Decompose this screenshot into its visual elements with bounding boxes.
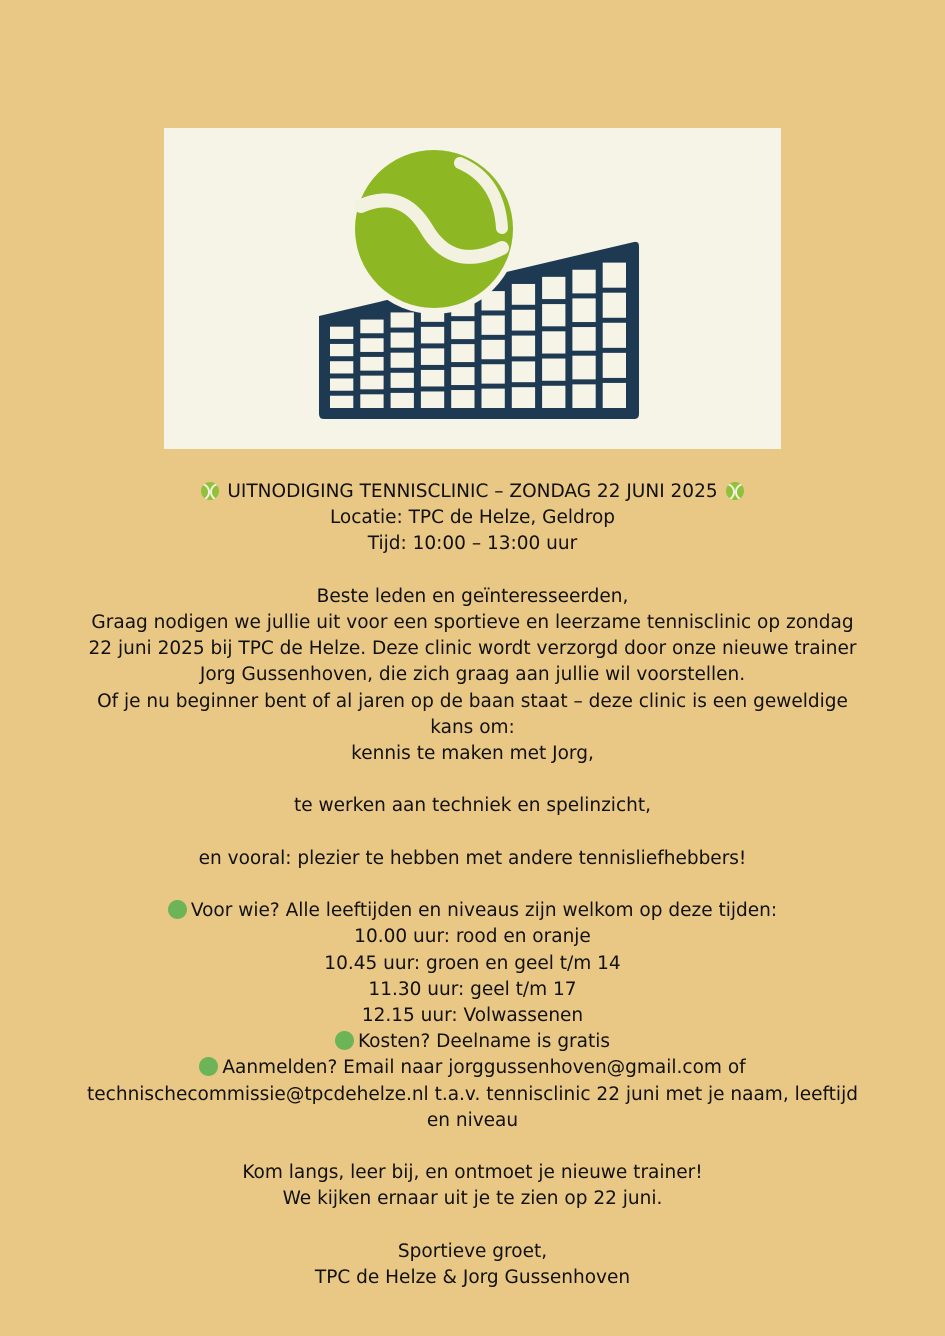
net-hole [421,327,444,344]
net-hole [542,304,565,326]
net-hole [451,321,474,339]
net-hole [512,387,535,408]
green-circle-icon [335,1031,354,1050]
net-hole [330,327,353,339]
time-line: Tijd: 10:00 – 13:00 uur [367,533,578,555]
intro-paragraph-2: Of je nu beginner bent of al jaren op de baan staat – deze clinic is een geweldige kans om: [97,690,848,738]
net-hole [603,293,626,318]
net-hole [482,364,505,383]
title-text: UITNODIGING TENNISCLINIC – ZONDAG 22 JUNI 2025 [227,481,718,502]
who-line [80,898,865,924]
net-hole [451,344,474,362]
net-hole [391,353,414,368]
net-hole [512,361,535,382]
net-hole [572,384,595,408]
net-hole [360,357,383,371]
net-hole [603,323,626,348]
net-hole [512,336,535,357]
net-hole [360,338,383,352]
signature: TPC de Helze & Jorg Gussenhoven [314,1267,631,1288]
schedule-item: 10.00 uur: rood en oranje [354,926,591,948]
net-hole [603,263,626,288]
net-hole [482,340,505,359]
net-hole [330,378,353,390]
schedule-item: 11.30 uur: geel t/m 17 [368,978,577,1000]
cost-line [80,1029,865,1055]
net-hole [391,393,414,408]
closing-line: Kom langs, leer bij, en ontmoet je nieuwe trainer! [242,1162,703,1184]
net-hole [542,359,565,381]
who-text: Voor wie? Alle leeftijden en niveaus zijn welkom op deze tijden: [190,900,778,922]
net-hole [330,361,353,373]
intro-paragraph: Graag nodigen we jullie uit voor een sportieve en leerzame tennisclinic op zondag 22 juni 2025 bij TPC de Helze. Deze clinic wordt verzorgd door onze nieuwe trainer Jorg Gussenhoven, die zich graag aan jullie wil voorstellen. [88,612,857,686]
point-item: kennis te maken met Jorg, [351,743,594,765]
schedule-item: 10.45 uur: groen en geel t/m 14 [324,952,621,974]
net-hole [360,320,383,334]
net-hole [542,277,565,299]
net-hole [512,284,535,305]
net-hole [572,327,595,351]
net-hole [512,310,535,331]
net-hole [572,270,595,294]
net-hole [391,333,414,348]
tennis-ball-icon [201,482,219,500]
net-hole [451,390,474,408]
net-hole [572,298,595,322]
net-hole [542,386,565,408]
tennis-ball-icon [350,146,518,314]
point-item: en vooral: plezier te hebben met andere tennisliefhebbers! [198,847,747,869]
net-hole [330,396,353,408]
signup-text: Aanmelden? Email naar jorggussenhoven@gmail.com of [222,1057,746,1079]
signup-line [80,1055,865,1081]
tennis-ball-icon [726,482,744,500]
hero-image [164,128,781,449]
green-circle-icon [168,900,187,919]
net-hole [451,367,474,385]
tennis-illustration [164,128,781,449]
net-hole [391,312,414,327]
greeting: Beste leden en geïnteresseerden, [316,585,629,607]
net-hole [542,331,565,353]
net-hole [421,391,444,408]
net-hole [482,389,505,408]
net-hole [482,315,505,334]
net-hole [603,353,626,378]
net-hole [360,394,383,408]
net-hole [360,376,383,390]
sign-off: Sportieve groet, [397,1240,548,1262]
location-line: Locatie: TPC de Helze, Geldrop [329,507,616,529]
net-hole [391,373,414,388]
signup-line-2: technischecommissie@tpcdehelze.nl t.a.v. tennisclinic 22 juni met je naam, leeftijd en niveau [87,1083,858,1131]
invitation-text [80,479,865,1291]
net-hole [603,383,626,408]
cost-text: Kosten? Deelname is gratis [357,1031,611,1053]
net-hole [330,344,353,356]
closing-line-2: We kijken ernaar uit je te zien op 22 juni. [282,1188,663,1210]
net-hole [421,348,444,365]
green-circle-icon [199,1057,218,1076]
invitation-title [80,479,865,505]
schedule-item: 12.15 uur: Volwassenen [361,1005,584,1026]
point-item: te werken aan techniek en spelinzicht, [294,795,651,817]
net-hole [572,356,595,380]
net-hole [421,370,444,387]
